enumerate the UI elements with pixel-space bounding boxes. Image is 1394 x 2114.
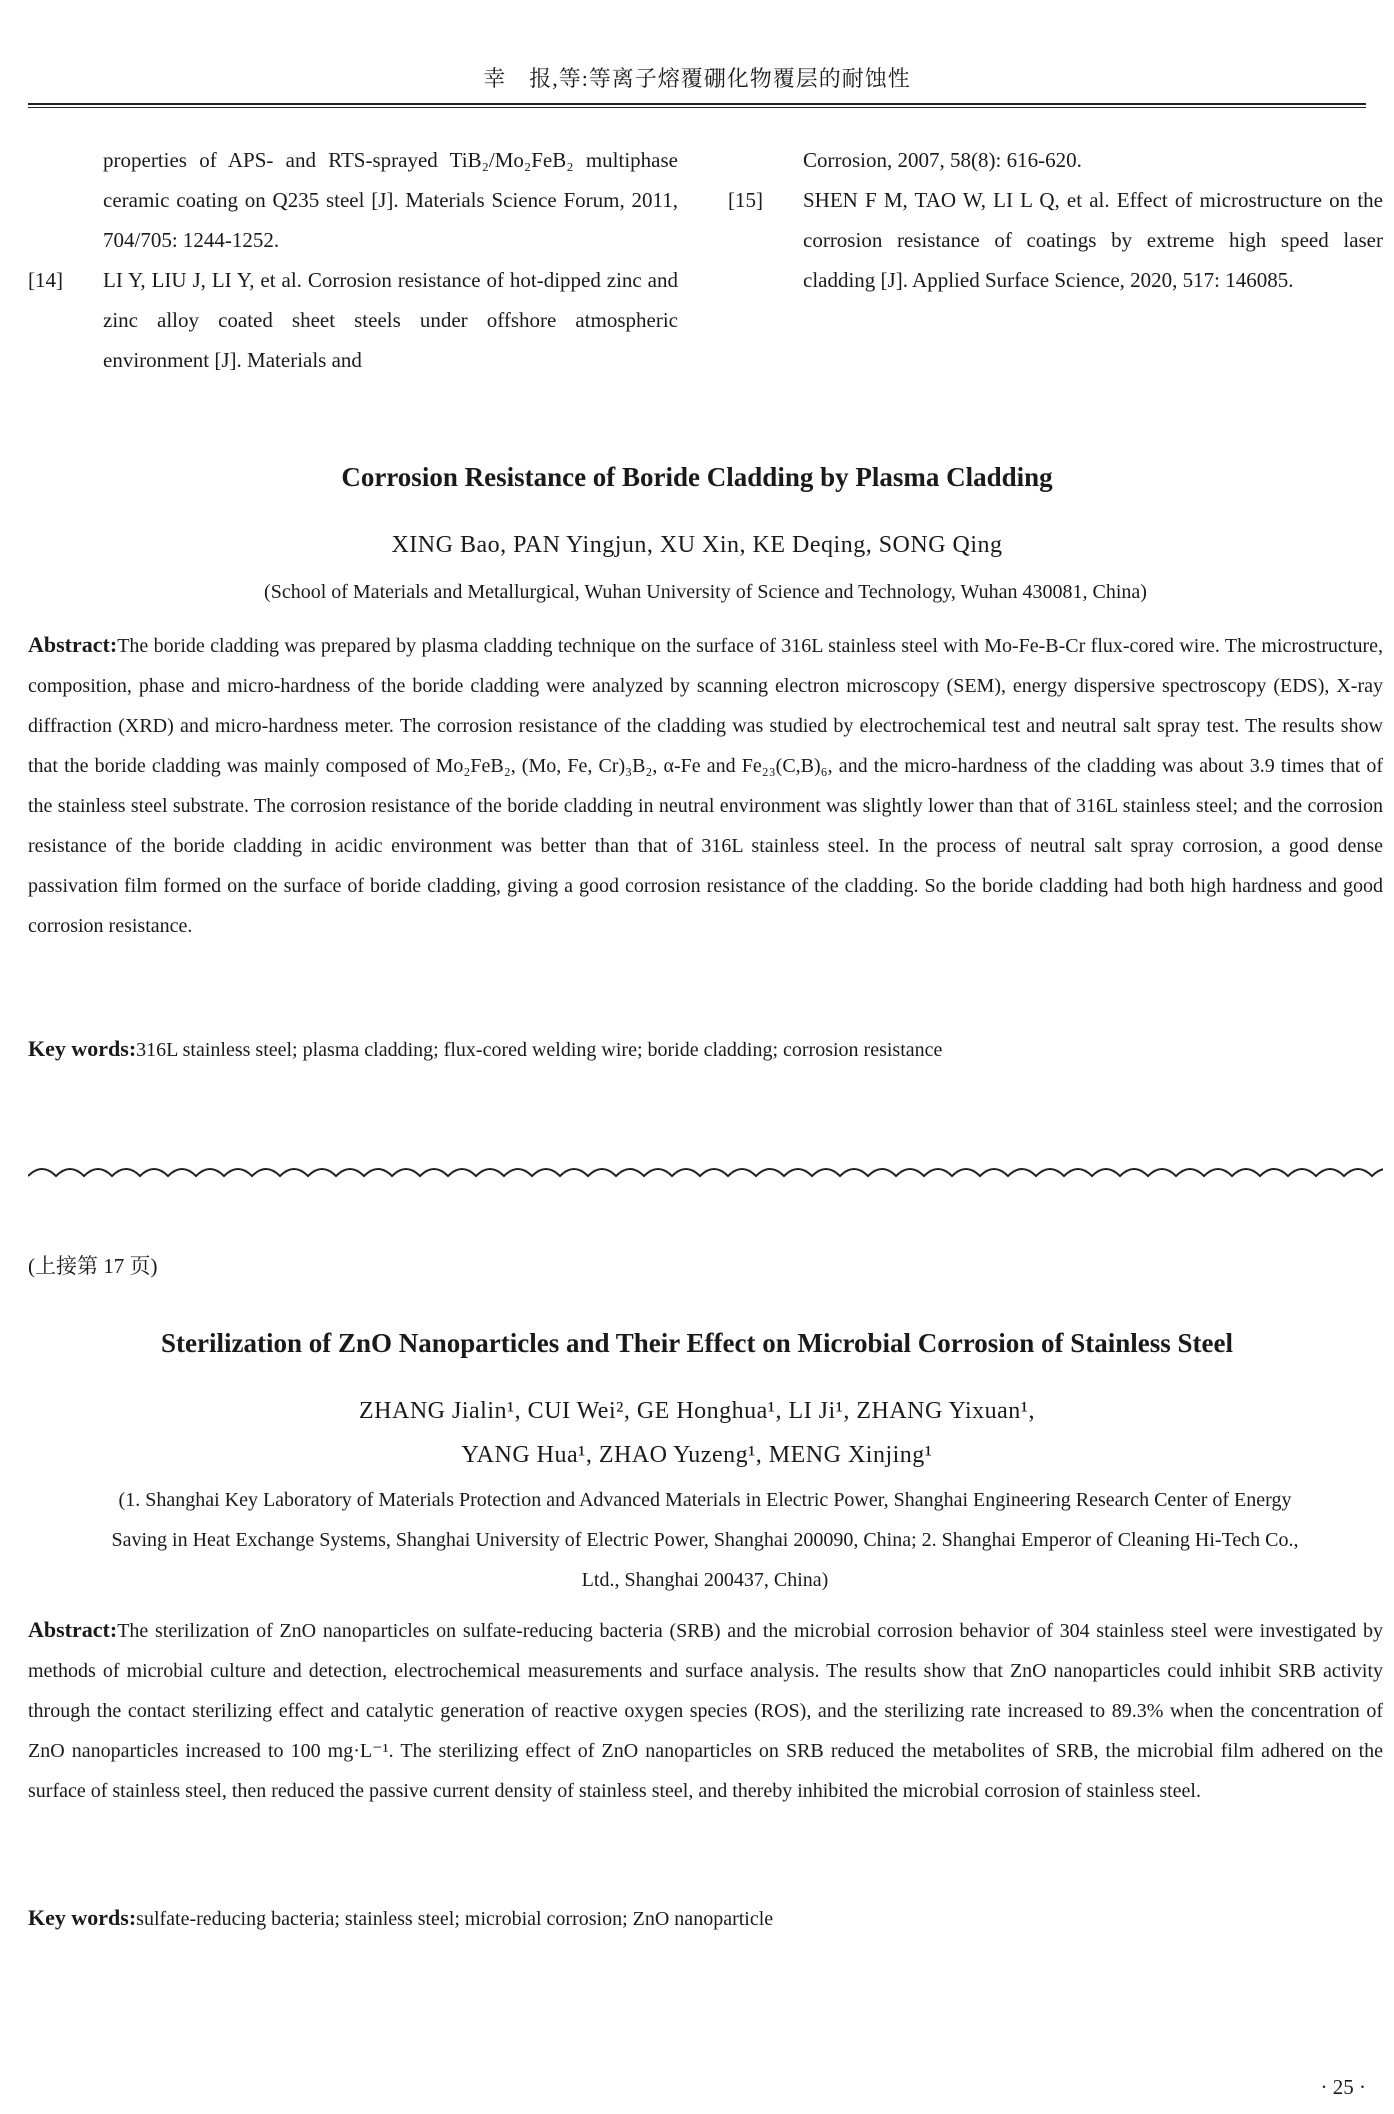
header-rule xyxy=(28,103,1366,105)
abstract-label: Abstract: xyxy=(28,1617,118,1642)
article-1-keywords xyxy=(28,1036,1383,1062)
reference-15 xyxy=(728,180,1383,300)
references-left-column xyxy=(28,140,678,380)
abstract-text: The sterilization of ZnO nanoparticles on sulfate-reducing bacteria (SRB) and the microbial corrosion behavior of 304 stainless steel were investigated by methods of microbial culture and detection, electrochemical measurements and surface analysis. The results show that ZnO nanoparticles could inhibit SRB activity through the contact sterilizing effect and catalytic generation of reactive oxygen species (ROS), and the sterilizing rate increased to 89.3% when the concentration of ZnO nanoparticles increased to 100 mg·L⁻¹. The sterilizing effect of ZnO nanoparticles on SRB reduced the metabolites of SRB, the microbial film adhered on the surface of stainless steel, then reduced the passive current density of stainless steel, and thereby inhibited the microbial corrosion of stainless steel. xyxy=(28,1620,1383,1802)
references-right-column xyxy=(728,140,1383,300)
article-2-authors-line-2: YANG Hua¹, ZHAO Yuzeng¹, MENG Xinjing¹ xyxy=(461,1442,933,1468)
reference-continuation: properties of APS- and RTS-sprayed TiB₂/Mo₂FeB₂ multiphase ceramic coating on Q235 steel [J]. Materials Science Forum, 2011, 704/705: 1244-1252. xyxy=(103,148,678,252)
reference-14 xyxy=(28,260,678,380)
article-2-keywords xyxy=(28,1905,1383,1931)
article-2-abstract xyxy=(28,1610,1383,1811)
article-1-abstract xyxy=(28,625,1383,946)
keywords-label: Key words: xyxy=(28,1036,137,1061)
reference-tag: [15] xyxy=(728,188,763,212)
keywords-text: sulfate-reducing bacteria; stainless steel; microbial corrosion; ZnO nanoparticle xyxy=(136,1908,774,1930)
article-1-authors: XING Bao, PAN Yingjun, XU Xin, KE Deqing, SONG Qing xyxy=(391,532,1003,558)
article-1-title: Corrosion Resistance of Boride Cladding by Plasma Cladding xyxy=(341,462,1053,492)
article-2-title: Sterilization of ZnO Nanoparticles and Their Effect on Microbial Corrosion of Stainless Steel xyxy=(161,1328,1233,1358)
section-separator-wave xyxy=(28,1160,1383,1182)
article-2-authors-line-1: ZHANG Jialin¹, CUI Wei², GE Honghua¹, LI Ji¹, ZHANG Yixuan¹, xyxy=(359,1398,1035,1424)
keywords-text: 316L stainless steel; plasma cladding; flux-cored welding wire; boride cladding; corrosion resistance xyxy=(136,1039,943,1061)
reference-text: LI Y, LIU J, LI Y, et al. Corrosion resistance of hot-dipped zinc and zinc alloy coated sheet steels under offshore atmospheric environment [J]. Materials and xyxy=(103,268,678,372)
abstract-text: The boride cladding was prepared by plasma cladding technique on the surface of 316L stainless steel with Mo-Fe-B-Cr flux-cored wire. The microstructure, composition, phase and micro-hardness of the boride cladding were analyzed by scanning electron microscopy (SEM), energy dispersive spectroscopy (EDS), X-ray diffraction (XRD) and micro-hardness meter. The corrosion resistance of the cladding was studied by electrochemical test and neutral salt spray test. The results show that the boride cladding was mainly composed of Mo₂FeB₂, (Mo, Fe, Cr)₃B₂, α-Fe and Fe₂₃(C,B)₆, and the micro-hardness of the cladding was about 3.9 times that of the stainless steel substrate. The corrosion resistance of the boride cladding in neutral environment was slightly lower than that of 316L stainless steel; and the corrosion resistance of the boride cladding in acidic environment was better than that of 316L stainless steel. In the process of neutral salt spray corrosion, a good dense passivation film formed on the surface of boride cladding, giving a good corrosion resistance of the cladding. So the boride cladding had both high hardness and good corrosion resistance. xyxy=(28,635,1383,937)
reference-continuation: Corrosion, 2007, 58(8): 616-620. xyxy=(803,148,1082,172)
running-header: 幸 报,等:等离子熔覆硼化物覆层的耐蚀性 xyxy=(483,66,911,91)
header-rule-thin xyxy=(28,107,1366,108)
article-2-affiliation: (1. Shanghai Key Laboratory of Materials Protection and Advanced Materials in Electric Power, Shanghai Engineering Research Center of Energy Saving in Heat Exchange Systems, Shanghai University of Electric Power, Shanghai 200090, China; 2. Shanghai Emperor of Cleaning Hi-Tech Co., Ltd., Shanghai 200437, China) xyxy=(111,1489,1299,1591)
continuation-note: (上接第 17 页) xyxy=(28,1254,158,1278)
keywords-label: Key words: xyxy=(28,1905,137,1930)
article-1-affiliation: (School of Materials and Metallurgical, Wuhan University of Science and Technology, Wuhan 430081, China) xyxy=(264,581,1147,603)
reference-tag: [14] xyxy=(28,268,63,292)
reference-text: SHEN F M, TAO W, LI L Q, et al. Effect of microstructure on the corrosion resistance of coatings by extreme high speed laser cladding [J]. Applied Surface Science, 2020, 517: 146085. xyxy=(803,188,1383,292)
page-number: · 25 · xyxy=(1320,2075,1366,2099)
abstract-label: Abstract: xyxy=(28,632,118,657)
